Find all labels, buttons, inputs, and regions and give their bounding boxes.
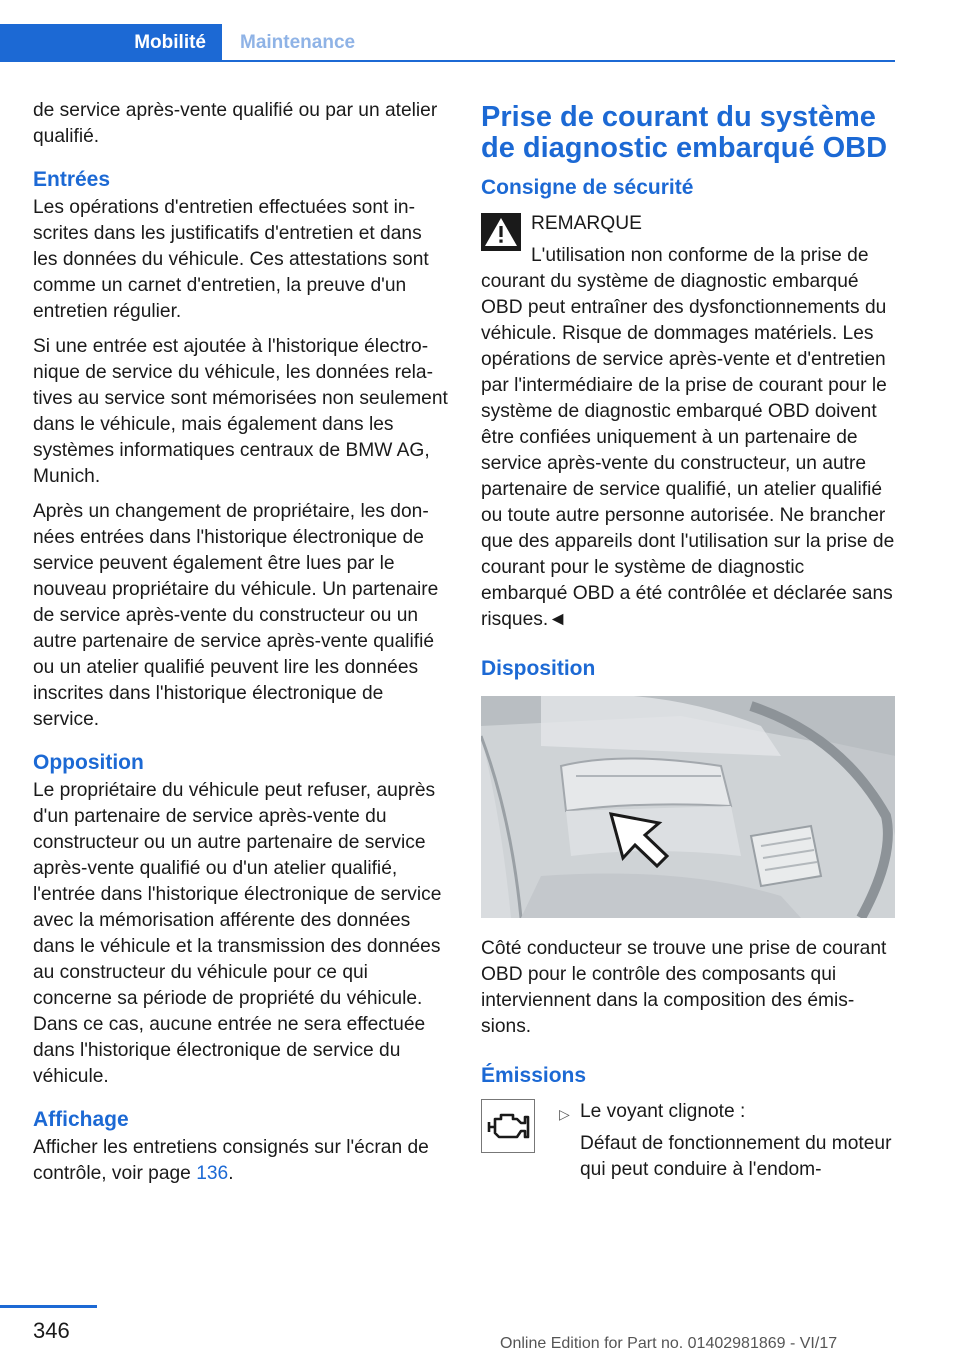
heading-opposition: Opposition bbox=[33, 751, 144, 774]
tab-mobilite[interactable] bbox=[0, 24, 222, 62]
heading-entrees: Entrées bbox=[33, 168, 111, 191]
tab-mobilite-label: Mobilité bbox=[134, 32, 206, 53]
heading-safety: Consigne de sécurité bbox=[481, 176, 694, 199]
affichage-end: . bbox=[228, 1163, 234, 1184]
list-arrow-icon: ▷ bbox=[559, 1106, 570, 1122]
emissions-item: Le voyant clignote : bbox=[580, 1101, 746, 1122]
entrees-paragraph-1: Les opérations d'entretien effectuées sont inscrites dans les justificatifs d'entretien et dans les données du véhicule. Ces attestations sont comme un carnet d'entretien, la preuve d'un entretien régulier. bbox=[33, 197, 429, 322]
affichage-text: Afficher les entretiens consignés sur l'écran de contrôle, voir page bbox=[33, 1137, 429, 1184]
tab-maintenance[interactable]: Maintenance bbox=[240, 32, 356, 53]
heading-disposition: Disposition bbox=[481, 657, 596, 680]
opposition-paragraph: Le propriétaire du véhicule peut refuser, auprès d'un partenaire de service après-vente du constructeur ou un autre partenaire de service après-vente qualifié ou d'un atelier qualifié, l'entrée dans l'historique électronique de service avec la mémorisation afférente des données dans le véhicule et la transmission des données au constructeur du véhicule pour ce qui concerne sa période de propriété du véhicule. Dans ce cas, aucune entrée ne sera effectuée dans l'historique électronique de service du véhicule. bbox=[33, 780, 442, 1087]
disposition-paragraph: Côté conducteur se trouve une prise de courant OBD pour le contrôle des composants qui interviennent dans la composition des émissions. bbox=[481, 938, 887, 1037]
header-tabs bbox=[0, 24, 895, 62]
section-title: Prise de courant du système de diagnostic embarqué OBD bbox=[481, 101, 888, 164]
page-number-rule bbox=[0, 1305, 97, 1308]
warning-block bbox=[481, 211, 895, 633]
page-link[interactable]: 136 bbox=[196, 1163, 229, 1184]
intro-paragraph: de service après-vente qualifié ou par un atelier qualifié. bbox=[33, 100, 438, 147]
edition-footer: Online Edition for Part no. 01402981869 - VI/17 bbox=[500, 1335, 838, 1352]
emissions-row bbox=[481, 1099, 895, 1191]
entrees-paragraph-3: Après un changement de propriétaire, les données entrées dans l'historique électronique de service peuvent également être lues par le nouveau propriétaire du véhicule. Un partenaire de service après-vente du constructeur ou un autre partenaire de service après-vente qualifié ou un atelier qualifié peuvent lire les données inscrites dans l'historique électronique de service. bbox=[33, 501, 439, 730]
emissions-description: Défaut de fonctionnement du moteur qui peut conduire à l'endom- bbox=[580, 1133, 892, 1180]
heading-emissions: Émissions bbox=[481, 1064, 587, 1087]
warning-triangle-icon bbox=[481, 213, 521, 251]
right-column bbox=[481, 98, 895, 1191]
emissions-text bbox=[580, 1099, 895, 1189]
page-number: 346 bbox=[33, 1318, 70, 1343]
obd-socket-illustration bbox=[481, 696, 895, 918]
header-rule bbox=[222, 60, 895, 62]
left-column bbox=[33, 98, 448, 1196]
entrees-paragraph-2: Si une entrée est ajoutée à l'historique électronique de service du véhicule, les données relatives au service sont mémorisées non seulement dans le véhicule, mais également dans les systèmes informatiques centraux de BMW AG, Munich. bbox=[33, 336, 448, 487]
warning-first-line: L'utilisation non conforme de la prise de bbox=[531, 245, 869, 266]
warning-label: REMARQUE bbox=[531, 213, 642, 234]
warning-text: courant du système de diagnostic embarqué OBD peut entraîner des dysfonctionnements du véhicule. Risque de dommages matériels. Les opérations de service après-vente et d'entretien par l'intermédiaire de la prise de courant pour le système de diagnostic embarqué OBD doivent être confiées uniquement à un partenaire de service après-vente du constructeur, un autre partenaire de service qualifié, un atelier qualifié ou toute autre personne autorisée. Ne brancher que des appareils dont l'utilisation sur la prise de courant pour le système de diagnostic embarqué OBD a été contrôlée et déclarée sans risques.◄ bbox=[481, 271, 895, 630]
affichage-paragraph bbox=[33, 1135, 448, 1187]
heading-affichage: Affichage bbox=[33, 1108, 129, 1131]
engine-check-icon bbox=[481, 1099, 535, 1153]
